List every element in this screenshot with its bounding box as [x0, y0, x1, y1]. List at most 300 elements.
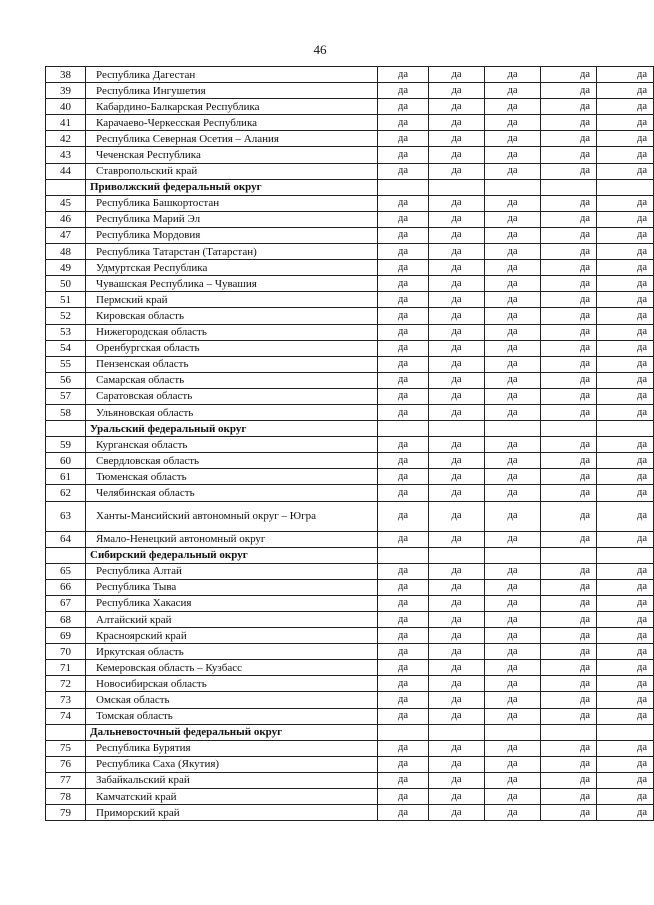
district-name: Приволжский федеральный округ [86, 179, 378, 195]
value-cell: да [597, 676, 654, 692]
value-cell: да [541, 579, 597, 595]
region-name: Томская область [86, 708, 378, 724]
value-cell: да [597, 292, 654, 308]
value-cell: да [485, 579, 541, 595]
value-cell: да [485, 163, 541, 179]
value-cell: да [597, 789, 654, 805]
empty-cell [485, 724, 541, 740]
region-row [46, 99, 654, 115]
value-cell: да [541, 163, 597, 179]
value-cell: да [429, 644, 485, 660]
district-name: Дальневосточный федеральный округ [86, 724, 378, 740]
region-row [46, 485, 654, 501]
region-name: Ульяновская область [86, 404, 378, 420]
value-cell: да [485, 356, 541, 372]
value-cell: да [541, 469, 597, 485]
value-cell: да [597, 324, 654, 340]
value-cell: да [378, 453, 429, 469]
value-cell: да [378, 211, 429, 227]
value-cell: да [429, 772, 485, 788]
value-cell: да [597, 740, 654, 756]
region-name: Саратовская область [86, 388, 378, 404]
region-row [46, 276, 654, 292]
region-name: Республика Тыва [86, 579, 378, 595]
value-cell: да [429, 83, 485, 99]
value-cell: да [541, 308, 597, 324]
empty-cell [597, 547, 654, 563]
row-number: 38 [46, 67, 86, 83]
value-cell: да [541, 789, 597, 805]
region-name: Приморский край [86, 805, 378, 821]
value-cell: да [597, 595, 654, 611]
region-row [46, 469, 654, 485]
region-row [46, 324, 654, 340]
region-name: Республика Мордовия [86, 227, 378, 243]
value-cell: да [485, 99, 541, 115]
row-number: 73 [46, 692, 86, 708]
value-cell: да [485, 147, 541, 163]
value-cell: да [378, 437, 429, 453]
value-cell: да [597, 692, 654, 708]
value-cell: да [485, 244, 541, 260]
region-row [46, 308, 654, 324]
value-cell: да [429, 805, 485, 821]
value-cell: да [378, 628, 429, 644]
value-cell: да [378, 469, 429, 485]
region-row [46, 740, 654, 756]
value-cell: да [378, 563, 429, 579]
region-name: Республика Татарстан (Татарстан) [86, 244, 378, 260]
value-cell: да [541, 260, 597, 276]
value-cell: да [597, 404, 654, 420]
row-number: 59 [46, 437, 86, 453]
value-cell: да [597, 469, 654, 485]
value-cell: да [541, 437, 597, 453]
region-row [46, 115, 654, 131]
value-cell: да [429, 579, 485, 595]
value-cell: да [429, 99, 485, 115]
value-cell: да [429, 437, 485, 453]
value-cell: да [429, 404, 485, 420]
value-cell: да [429, 660, 485, 676]
row-number: 57 [46, 388, 86, 404]
value-cell: да [541, 372, 597, 388]
value-cell: да [378, 131, 429, 147]
value-cell: да [597, 708, 654, 724]
row-number: 41 [46, 115, 86, 131]
value-cell: да [429, 612, 485, 628]
value-cell: да [541, 756, 597, 772]
region-row [46, 372, 654, 388]
value-cell: да [378, 195, 429, 211]
region-name: Пензенская область [86, 356, 378, 372]
value-cell: да [597, 83, 654, 99]
region-row [46, 227, 654, 243]
value-cell: да [485, 404, 541, 420]
region-name: Удмуртская Республика [86, 260, 378, 276]
empty-cell [378, 547, 429, 563]
region-name: Карачаево-Черкесская Республика [86, 115, 378, 131]
row-number: 48 [46, 244, 86, 260]
value-cell: да [429, 276, 485, 292]
value-cell: да [597, 485, 654, 501]
row-number: 54 [46, 340, 86, 356]
value-cell: да [485, 644, 541, 660]
value-cell: да [541, 115, 597, 131]
region-name: Республика Дагестан [86, 67, 378, 83]
region-row [46, 195, 654, 211]
value-cell: да [485, 708, 541, 724]
value-cell: да [485, 372, 541, 388]
row-number: 53 [46, 324, 86, 340]
value-cell: да [541, 292, 597, 308]
row-number-cell [46, 421, 86, 437]
value-cell: да [597, 612, 654, 628]
regions-table-body [46, 67, 654, 821]
value-cell: да [429, 372, 485, 388]
value-cell: да [485, 756, 541, 772]
value-cell: да [597, 756, 654, 772]
value-cell: да [485, 195, 541, 211]
value-cell: да [597, 308, 654, 324]
region-row [46, 453, 654, 469]
row-number: 50 [46, 276, 86, 292]
region-row [46, 340, 654, 356]
value-cell: да [378, 805, 429, 821]
value-cell: да [485, 531, 541, 547]
region-name: Забайкальский край [86, 772, 378, 788]
value-cell: да [597, 805, 654, 821]
row-number: 70 [46, 644, 86, 660]
region-name: Республика Северная Осетия – Алания [86, 131, 378, 147]
region-row [46, 660, 654, 676]
row-number: 52 [46, 308, 86, 324]
value-cell: да [485, 469, 541, 485]
value-cell: да [378, 324, 429, 340]
value-cell: да [485, 437, 541, 453]
row-number: 71 [46, 660, 86, 676]
region-row [46, 437, 654, 453]
value-cell: да [378, 260, 429, 276]
value-cell: да [378, 115, 429, 131]
value-cell: да [429, 563, 485, 579]
value-cell: да [378, 692, 429, 708]
value-cell: да [541, 563, 597, 579]
value-cell: да [597, 260, 654, 276]
value-cell: да [429, 244, 485, 260]
row-number: 74 [46, 708, 86, 724]
value-cell: да [429, 147, 485, 163]
value-cell: да [541, 676, 597, 692]
region-name: Алтайский край [86, 612, 378, 628]
region-name: Чувашская Республика – Чувашия [86, 276, 378, 292]
value-cell: да [485, 83, 541, 99]
region-name: Республика Саха (Якутия) [86, 756, 378, 772]
row-number-cell [46, 724, 86, 740]
value-cell: да [429, 115, 485, 131]
value-cell: да [429, 163, 485, 179]
empty-cell [485, 421, 541, 437]
value-cell: да [429, 195, 485, 211]
value-cell: да [597, 772, 654, 788]
value-cell: да [378, 356, 429, 372]
value-cell: да [597, 453, 654, 469]
empty-cell [378, 724, 429, 740]
row-number: 56 [46, 372, 86, 388]
value-cell: да [485, 115, 541, 131]
value-cell: да [485, 501, 541, 531]
empty-cell [429, 547, 485, 563]
empty-cell [541, 547, 597, 563]
value-cell: да [429, 692, 485, 708]
value-cell: да [541, 147, 597, 163]
region-name: Республика Башкортостан [86, 195, 378, 211]
value-cell: да [485, 324, 541, 340]
row-number: 78 [46, 789, 86, 805]
value-cell: да [429, 485, 485, 501]
row-number: 69 [46, 628, 86, 644]
row-number: 67 [46, 595, 86, 611]
value-cell: да [378, 531, 429, 547]
value-cell: да [378, 227, 429, 243]
region-name: Свердловская область [86, 453, 378, 469]
empty-cell [429, 724, 485, 740]
row-number: 55 [46, 356, 86, 372]
value-cell: да [597, 99, 654, 115]
district-header-row [46, 421, 654, 437]
region-row [46, 772, 654, 788]
value-cell: да [429, 292, 485, 308]
value-cell: да [378, 501, 429, 531]
empty-cell [429, 179, 485, 195]
value-cell: да [485, 789, 541, 805]
region-row [46, 147, 654, 163]
value-cell: да [378, 404, 429, 420]
value-cell: да [485, 453, 541, 469]
empty-cell [541, 179, 597, 195]
value-cell: да [429, 260, 485, 276]
value-cell: да [541, 276, 597, 292]
value-cell: да [541, 501, 597, 531]
region-row [46, 388, 654, 404]
value-cell: да [429, 324, 485, 340]
region-name: Республика Бурятия [86, 740, 378, 756]
row-number: 76 [46, 756, 86, 772]
value-cell: да [597, 147, 654, 163]
value-cell: да [597, 131, 654, 147]
region-name: Камчатский край [86, 789, 378, 805]
value-cell: да [485, 805, 541, 821]
region-name: Чеченская Республика [86, 147, 378, 163]
value-cell: да [541, 195, 597, 211]
value-cell: да [597, 388, 654, 404]
value-cell: да [485, 692, 541, 708]
row-number: 77 [46, 772, 86, 788]
value-cell: да [541, 404, 597, 420]
region-name: Ханты-Мансийский автономный округ – Югра [86, 501, 378, 531]
value-cell: да [429, 531, 485, 547]
value-cell: да [541, 595, 597, 611]
row-number: 62 [46, 485, 86, 501]
value-cell: да [597, 227, 654, 243]
row-number: 79 [46, 805, 86, 821]
district-name: Уральский федеральный округ [86, 421, 378, 437]
row-number-cell [46, 547, 86, 563]
value-cell: да [429, 356, 485, 372]
value-cell: да [541, 644, 597, 660]
region-name: Пермский край [86, 292, 378, 308]
region-name: Республика Алтай [86, 563, 378, 579]
region-row [46, 163, 654, 179]
region-name: Челябинская область [86, 485, 378, 501]
value-cell: да [541, 227, 597, 243]
value-cell: да [378, 579, 429, 595]
region-row [46, 628, 654, 644]
value-cell: да [378, 740, 429, 756]
row-number: 75 [46, 740, 86, 756]
row-number: 68 [46, 612, 86, 628]
value-cell: да [378, 756, 429, 772]
region-row [46, 692, 654, 708]
value-cell: да [485, 628, 541, 644]
empty-cell [378, 179, 429, 195]
row-number: 46 [46, 211, 86, 227]
region-row [46, 756, 654, 772]
value-cell: да [429, 67, 485, 83]
value-cell: да [378, 676, 429, 692]
value-cell: да [541, 211, 597, 227]
region-row [46, 260, 654, 276]
value-cell: да [378, 388, 429, 404]
value-cell: да [485, 660, 541, 676]
region-name: Республика Хакасия [86, 595, 378, 611]
value-cell: да [429, 789, 485, 805]
row-number: 60 [46, 453, 86, 469]
value-cell: да [378, 292, 429, 308]
value-cell: да [378, 308, 429, 324]
row-number: 39 [46, 83, 86, 99]
value-cell: да [485, 485, 541, 501]
row-number: 43 [46, 147, 86, 163]
value-cell: да [597, 563, 654, 579]
empty-cell [541, 724, 597, 740]
region-name: Ставропольский край [86, 163, 378, 179]
value-cell: да [597, 115, 654, 131]
value-cell: да [597, 195, 654, 211]
value-cell: да [541, 453, 597, 469]
region-row [46, 244, 654, 260]
value-cell: да [485, 292, 541, 308]
region-name: Республика Ингушетия [86, 83, 378, 99]
value-cell: да [429, 595, 485, 611]
value-cell: да [541, 356, 597, 372]
row-number: 42 [46, 131, 86, 147]
value-cell: да [597, 244, 654, 260]
value-cell: да [378, 708, 429, 724]
value-cell: да [485, 340, 541, 356]
value-cell: да [485, 388, 541, 404]
value-cell: да [597, 356, 654, 372]
region-row [46, 292, 654, 308]
row-number: 64 [46, 531, 86, 547]
value-cell: да [597, 660, 654, 676]
value-cell: да [541, 612, 597, 628]
region-name: Оренбургская область [86, 340, 378, 356]
value-cell: да [541, 805, 597, 821]
value-cell: да [429, 501, 485, 531]
row-number: 65 [46, 563, 86, 579]
region-row [46, 531, 654, 547]
value-cell: да [378, 99, 429, 115]
empty-cell [485, 547, 541, 563]
region-row [46, 501, 654, 531]
value-cell: да [485, 772, 541, 788]
region-name: Кемеровская область – Кузбасс [86, 660, 378, 676]
value-cell: да [378, 83, 429, 99]
value-cell: да [378, 340, 429, 356]
value-cell: да [597, 211, 654, 227]
value-cell: да [485, 612, 541, 628]
district-header-row [46, 179, 654, 195]
row-number: 66 [46, 579, 86, 595]
value-cell: да [541, 692, 597, 708]
value-cell: да [429, 469, 485, 485]
region-name: Республика Марий Эл [86, 211, 378, 227]
row-number: 44 [46, 163, 86, 179]
value-cell: да [485, 740, 541, 756]
page-number: 46 [313, 42, 327, 57]
empty-cell [597, 421, 654, 437]
value-cell: да [597, 644, 654, 660]
value-cell: да [597, 276, 654, 292]
row-number: 51 [46, 292, 86, 308]
value-cell: да [485, 131, 541, 147]
value-cell: да [597, 628, 654, 644]
value-cell: да [597, 372, 654, 388]
value-cell: да [429, 628, 485, 644]
region-row [46, 708, 654, 724]
region-row [46, 612, 654, 628]
region-row [46, 789, 654, 805]
value-cell: да [378, 612, 429, 628]
region-row [46, 404, 654, 420]
value-cell: да [378, 772, 429, 788]
value-cell: да [597, 531, 654, 547]
region-row [46, 579, 654, 595]
region-row [46, 644, 654, 660]
region-name: Иркутская область [86, 644, 378, 660]
empty-cell [378, 421, 429, 437]
row-number: 63 [46, 501, 86, 531]
value-cell: да [378, 276, 429, 292]
region-name: Кабардино-Балкарская Республика [86, 99, 378, 115]
value-cell: да [541, 388, 597, 404]
value-cell: да [378, 485, 429, 501]
row-number: 40 [46, 99, 86, 115]
empty-cell [597, 724, 654, 740]
value-cell: да [485, 276, 541, 292]
region-row [46, 83, 654, 99]
value-cell: да [541, 740, 597, 756]
region-name: Ямало-Ненецкий автономный округ [86, 531, 378, 547]
value-cell: да [541, 340, 597, 356]
value-cell: да [378, 372, 429, 388]
value-cell: да [541, 99, 597, 115]
region-row [46, 595, 654, 611]
row-number: 49 [46, 260, 86, 276]
value-cell: да [485, 211, 541, 227]
value-cell: да [541, 531, 597, 547]
